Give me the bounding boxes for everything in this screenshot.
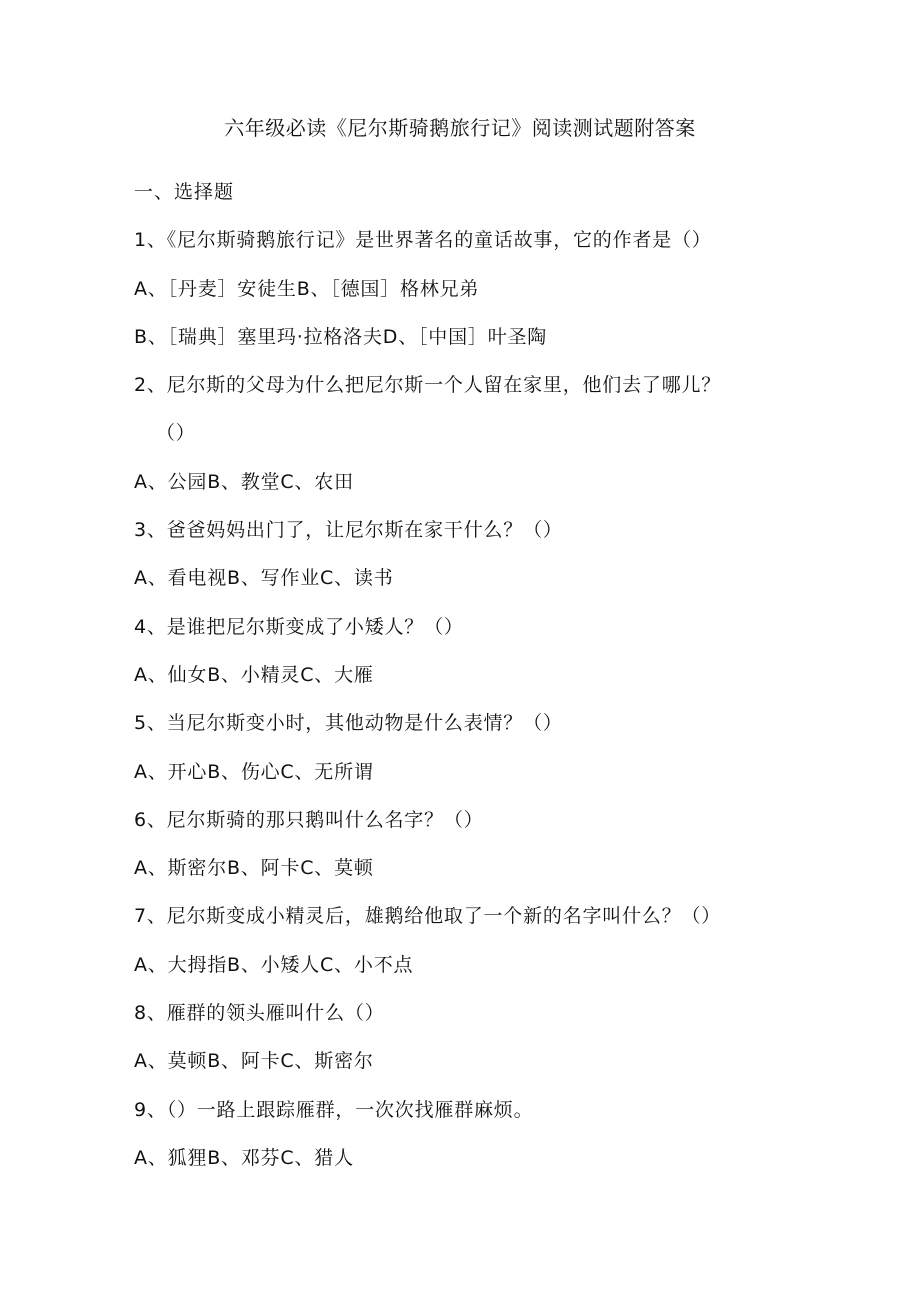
question-1: 1、《尼尔斯骑鹅旅行记》是世界著名的童话故事，它的作者是（）	[134, 229, 712, 252]
question-2: 2、尼尔斯的父母为什么把尼尔斯一个人留在家里，他们去了哪儿？	[134, 374, 722, 397]
question-6-options: A、斯密尔B、阿卡C、莫顿	[134, 857, 374, 880]
question-1-options-b: B、［瑞典］塞里玛·拉格洛夫D、［中国］叶圣陶	[134, 325, 548, 348]
question-3-options: A、看电视B、写作业C、读书	[134, 567, 394, 590]
question-7-options: A、大拇指B、小矮人C、小不点	[134, 953, 414, 976]
question-9-options: A、狐狸B、邓芬C、猎人	[134, 1146, 354, 1169]
question-5: 5、当尼尔斯变小时，其他动物是什么表情？（）	[134, 712, 563, 735]
question-8: 8、雁群的领头雁叫什么（）	[134, 1002, 385, 1025]
question-2-blank: （）	[156, 422, 196, 445]
question-5-options: A、开心B、伤心C、无所谓	[134, 760, 374, 783]
question-4: 4、是谁把尼尔斯变成了小矮人？（）	[134, 615, 464, 638]
document-body	[134, 172, 854, 1186]
question-8-options: A、莫顿B、阿卡C、斯密尔	[134, 1050, 374, 1073]
question-6: 6、尼尔斯骑的那只鹅叫什么名字？（）	[134, 808, 484, 831]
question-4-options: A、仙女B、小精灵C、大雁	[134, 663, 374, 686]
section-heading: 一、选择题	[134, 181, 235, 203]
question-3: 3、爸爸妈妈出门了，让尼尔斯在家干什么？（）	[134, 519, 563, 542]
question-2-options: A、公园B、教堂C、农田	[134, 470, 354, 493]
page-title: 六年级必读《尼尔斯骑鹅旅行记》阅读测试题附答案	[224, 116, 696, 140]
question-7: 7、尼尔斯变成小精灵后，雄鹅给他取了一个新的名字叫什么？（）	[134, 905, 722, 928]
question-1-options-a: A、［丹麦］安徒生B、［德国］格林兄弟	[134, 277, 480, 300]
question-9: 9、（）一路上跟踪雁群，一次次找雁群麻烦。	[134, 1098, 534, 1121]
